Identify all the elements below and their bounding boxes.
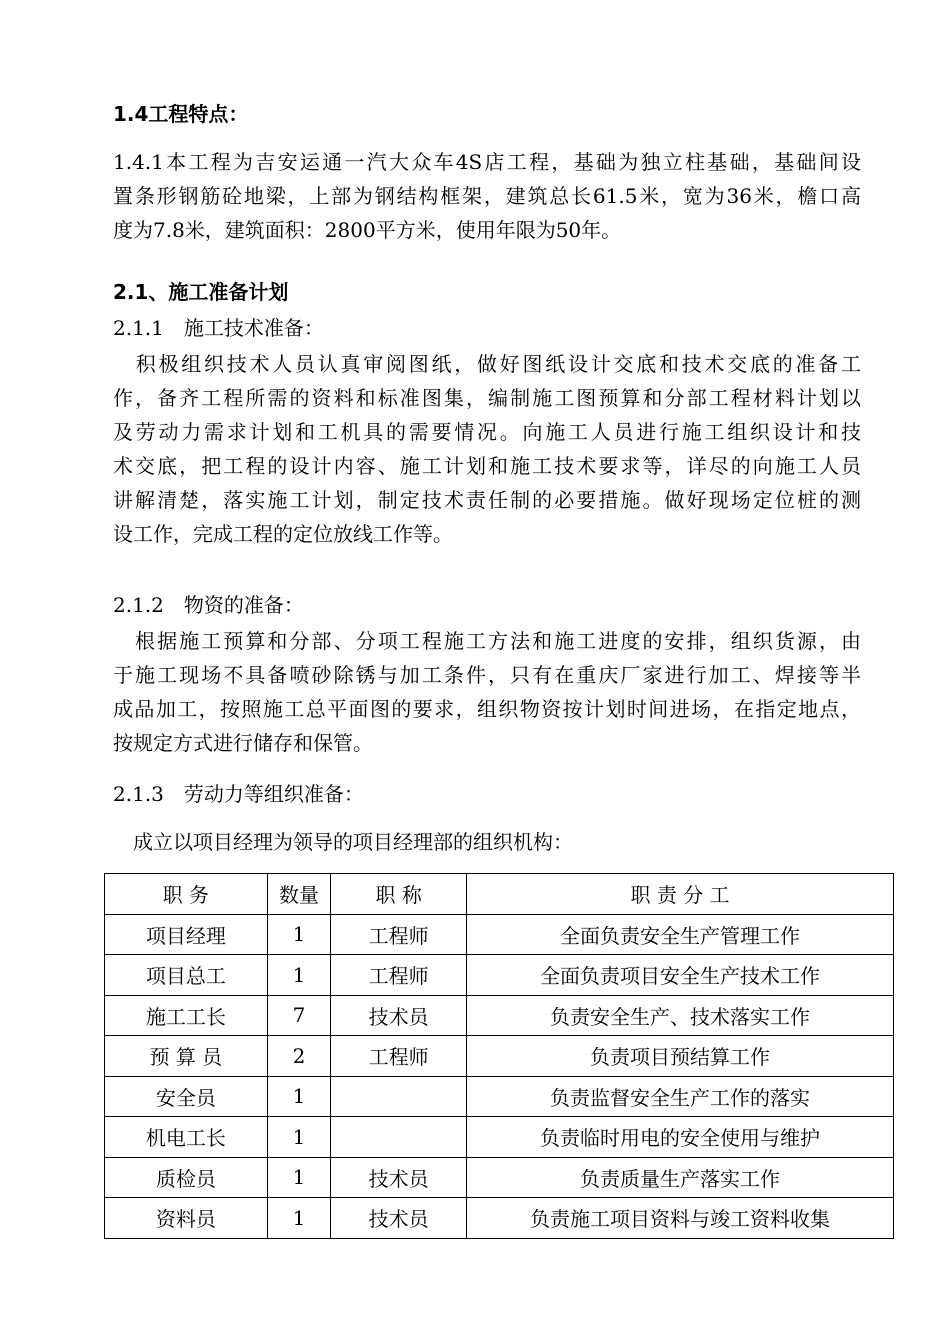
section-heading-2-1: 2.1、施工准备计划 xyxy=(113,280,289,304)
cell-title: 技术员 xyxy=(331,1198,467,1239)
text-line: 成品加工，按照施工总平面图的要求，组织物资按计划时间进场，在指定地点， xyxy=(113,697,861,721)
cell-duties: 负责监督安全生产工作的落实 xyxy=(467,1076,894,1117)
cell-position: 施工工长 xyxy=(105,995,268,1036)
table-row xyxy=(105,1117,894,1158)
paragraph-1-4-1 xyxy=(113,145,861,247)
cell-quantity: 7 xyxy=(267,995,331,1036)
text-line: 设工作，完成工程的定位放线工作等。 xyxy=(113,522,453,546)
cell-quantity: 2 xyxy=(267,1036,331,1077)
cell-duties: 全面负责项目安全生产技术工作 xyxy=(467,955,894,996)
cell-position: 项目总工 xyxy=(105,955,268,996)
cell-duties: 负责临时用电的安全使用与维护 xyxy=(467,1117,894,1158)
header-cell-title: 职 称 xyxy=(331,874,467,915)
section-heading-1-4: 1.4工程特点： xyxy=(113,102,249,126)
cell-position: 项目经理 xyxy=(105,914,268,955)
cell-title xyxy=(331,1117,467,1158)
org-structure-table xyxy=(104,873,894,1239)
cell-title: 技术员 xyxy=(331,1157,467,1198)
text-line: 积极组织技术人员认真审阅图纸，做好图纸设计交底和技术交底的准备工 xyxy=(113,352,861,376)
subsection-title-2-1-3: 2.1.3 劳动力等组织准备： xyxy=(113,782,364,806)
cell-quantity: 1 xyxy=(267,955,331,996)
text-line: 置条形钢筋砼地梁，上部为钢结构框架，建筑总长61.5米，宽为36米，檐口高 xyxy=(113,184,861,208)
cell-title: 技术员 xyxy=(331,995,467,1036)
paragraph-2-1-1 xyxy=(113,347,861,551)
table-row xyxy=(105,914,894,955)
cell-quantity: 1 xyxy=(267,1157,331,1198)
cell-quantity: 1 xyxy=(267,1076,331,1117)
subsection-title-2-1-1: 2.1.1 施工技术准备： xyxy=(113,316,324,340)
cell-quantity: 1 xyxy=(267,914,331,955)
cell-title: 工程师 xyxy=(331,1036,467,1077)
text-line: 按规定方式进行储存和保管。 xyxy=(113,731,373,755)
table-row xyxy=(105,1157,894,1198)
header-cell-duties: 职 责 分 工 xyxy=(467,874,894,915)
cell-title xyxy=(331,1076,467,1117)
table-row xyxy=(105,1198,894,1239)
cell-duties: 负责质量生产落实工作 xyxy=(467,1157,894,1198)
cell-title: 工程师 xyxy=(331,914,467,955)
cell-duties: 全面负责安全生产管理工作 xyxy=(467,914,894,955)
text-line: 作，备齐工程所需的资料和标准图集，编制施工图预算和分部工程材料计划以 xyxy=(113,386,861,410)
header-cell-position: 职 务 xyxy=(105,874,268,915)
text-line: 根据施工预算和分部、分项工程施工方法和施工进度的安排，组织货源，由 xyxy=(113,629,861,653)
cell-duties: 负责安全生产、技术落实工作 xyxy=(467,995,894,1036)
cell-position: 资料员 xyxy=(105,1198,268,1239)
text-line: 讲解清楚，落实施工计划，制定技术责任制的必要措施。做好现场定位桩的测 xyxy=(113,488,861,512)
text-line: 及劳动力需求计划和工机具的需要情况。向施工人员进行施工组织设计和技 xyxy=(113,420,861,444)
subsection-title-2-1-2: 2.1.2 物资的准备： xyxy=(113,593,304,617)
table-row xyxy=(105,995,894,1036)
cell-quantity: 1 xyxy=(267,1117,331,1158)
table-row xyxy=(105,1076,894,1117)
cell-position: 预 算 员 xyxy=(105,1036,268,1077)
cell-duties: 负责施工项目资料与竣工资料收集 xyxy=(467,1198,894,1239)
text-line: 术交底，把工程的设计内容、施工计划和施工技术要求等，详尽的向施工人员 xyxy=(113,454,861,478)
cell-position: 质检员 xyxy=(105,1157,268,1198)
paragraph-2-1-2 xyxy=(113,624,861,760)
text-line: 1.4.1本工程为吉安运通一汽大众车4S店工程，基础为独立柱基础，基础间设 xyxy=(113,150,861,174)
cell-position: 机电工长 xyxy=(105,1117,268,1158)
header-cell-quantity: 数量 xyxy=(267,874,331,915)
table-row xyxy=(105,1036,894,1077)
cell-duties: 负责项目预结算工作 xyxy=(467,1036,894,1077)
cell-position: 安全员 xyxy=(105,1076,268,1117)
cell-quantity: 1 xyxy=(267,1198,331,1239)
cell-title: 工程师 xyxy=(331,955,467,996)
text-line: 度为7.8米，建筑面积：2800平方米，使用年限为50年。 xyxy=(113,218,622,242)
text-line: 于施工现场不具备喷砂除锈与加工条件，只有在重庆厂家进行加工、焊接等半 xyxy=(113,663,861,687)
org-intro-text: 成立以项目经理为领导的项目经理部的组织机构： xyxy=(113,830,573,854)
table-row xyxy=(105,955,894,996)
table-header-row xyxy=(105,874,894,915)
